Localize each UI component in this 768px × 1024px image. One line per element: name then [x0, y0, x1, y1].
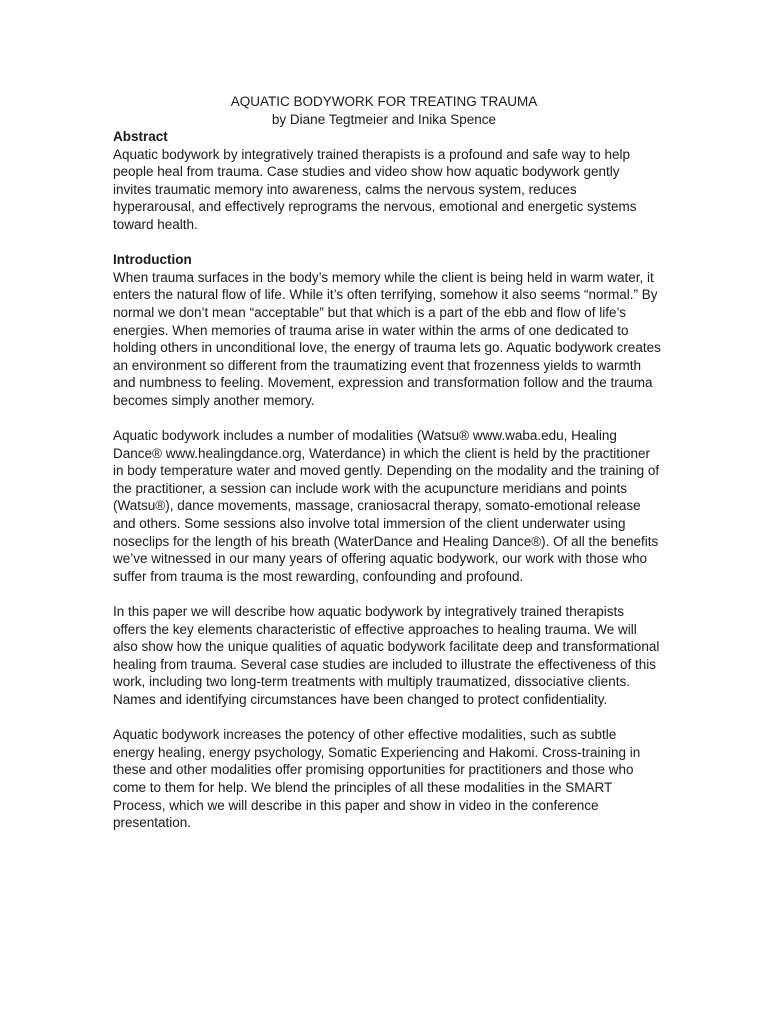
introduction-section: [113, 251, 661, 832]
abstract-section: [113, 128, 661, 234]
abstract-heading: Abstract: [113, 129, 168, 144]
introduction-paragraph-1: When trauma surfaces in the body’s memory while the client is being held in warm water, it enters the natural flow of life. While it’s often terrifying, somehow it also seems “normal.” By normal we don’t mean “acceptable” but that which is a part of the ebb and flow of life’s energies. When memories of trauma arise in water within the arms of one dedicated to holding others in unconditional love, the energy of trauma lets go. Aquatic bodywork creates an environment so different from the traumatizing event that frozenness yields to warmth and numbness to feeling. Movement, expression and transformation follow and the trauma becomes simply another memory.: [113, 269, 661, 408]
document-body: [113, 128, 661, 849]
document-authors: by Diane Tegtmeier and Inika Spence: [271, 112, 497, 127]
document-title: AQUATIC BODYWORK FOR TREATING TRAUMA: [230, 94, 538, 109]
title-block: [0, 93, 768, 129]
introduction-paragraph-2: Aquatic bodywork includes a number of modalities (Watsu® www.waba.edu, Healing Dance® www.healingdance.org, Waterdance) in which the client is held by the practitioner in body temperature water and moved gently. Depending on the modality and the training of the practitioner, a session can include work with the acupuncture meridians and points (Watsu®), dance movements, massage, craniosacral therapy, somato-emotional release and others. Some sessions also involve total immersion of the client underwater using noseclips for the length of his breath (WaterDance and Healing Dance®). Of all the benefits we’ve witnessed in our many years of offering aquatic bodywork, our work with those who suffer from trauma is the most rewarding, confounding and profound.: [113, 428, 660, 584]
introduction-paragraph-3: In this paper we will describe how aquatic bodywork by integratively trained therapists offers the key elements characteristic of effective approaches to healing trauma. We will also show how the unique qualities of aquatic bodywork facilitate deep and transformational healing from trauma. Several case studies are included to illustrate the effectiveness of this work, including two long-term treatments with multiply traumatized, dissociative clients. Names and identifying circumstances have been changed to protect confidentiality.: [113, 604, 660, 707]
introduction-paragraph-4: Aquatic bodywork increases the potency of other effective modalities, such as subtle energy healing, energy psychology, Somatic Experiencing and Hakomi. Cross-training in these and other modalities offer promising opportunities for practitioners and those who come to them for help. We blend the principles of all these modalities in the SMART Process, which we will describe in this paper and show in video in the conference presentation.: [113, 727, 641, 831]
abstract-paragraph: Aquatic bodywork by integratively trained therapists is a profound and safe way to help people heal from trauma. Case studies and video show how aquatic bodywork gently invites traumatic memory into awareness, calms the nervous system, reduces hyperarousal, and effectively reprograms the nervous, emotional and energetic systems toward health.: [113, 146, 637, 232]
introduction-heading: Introduction: [113, 252, 192, 268]
